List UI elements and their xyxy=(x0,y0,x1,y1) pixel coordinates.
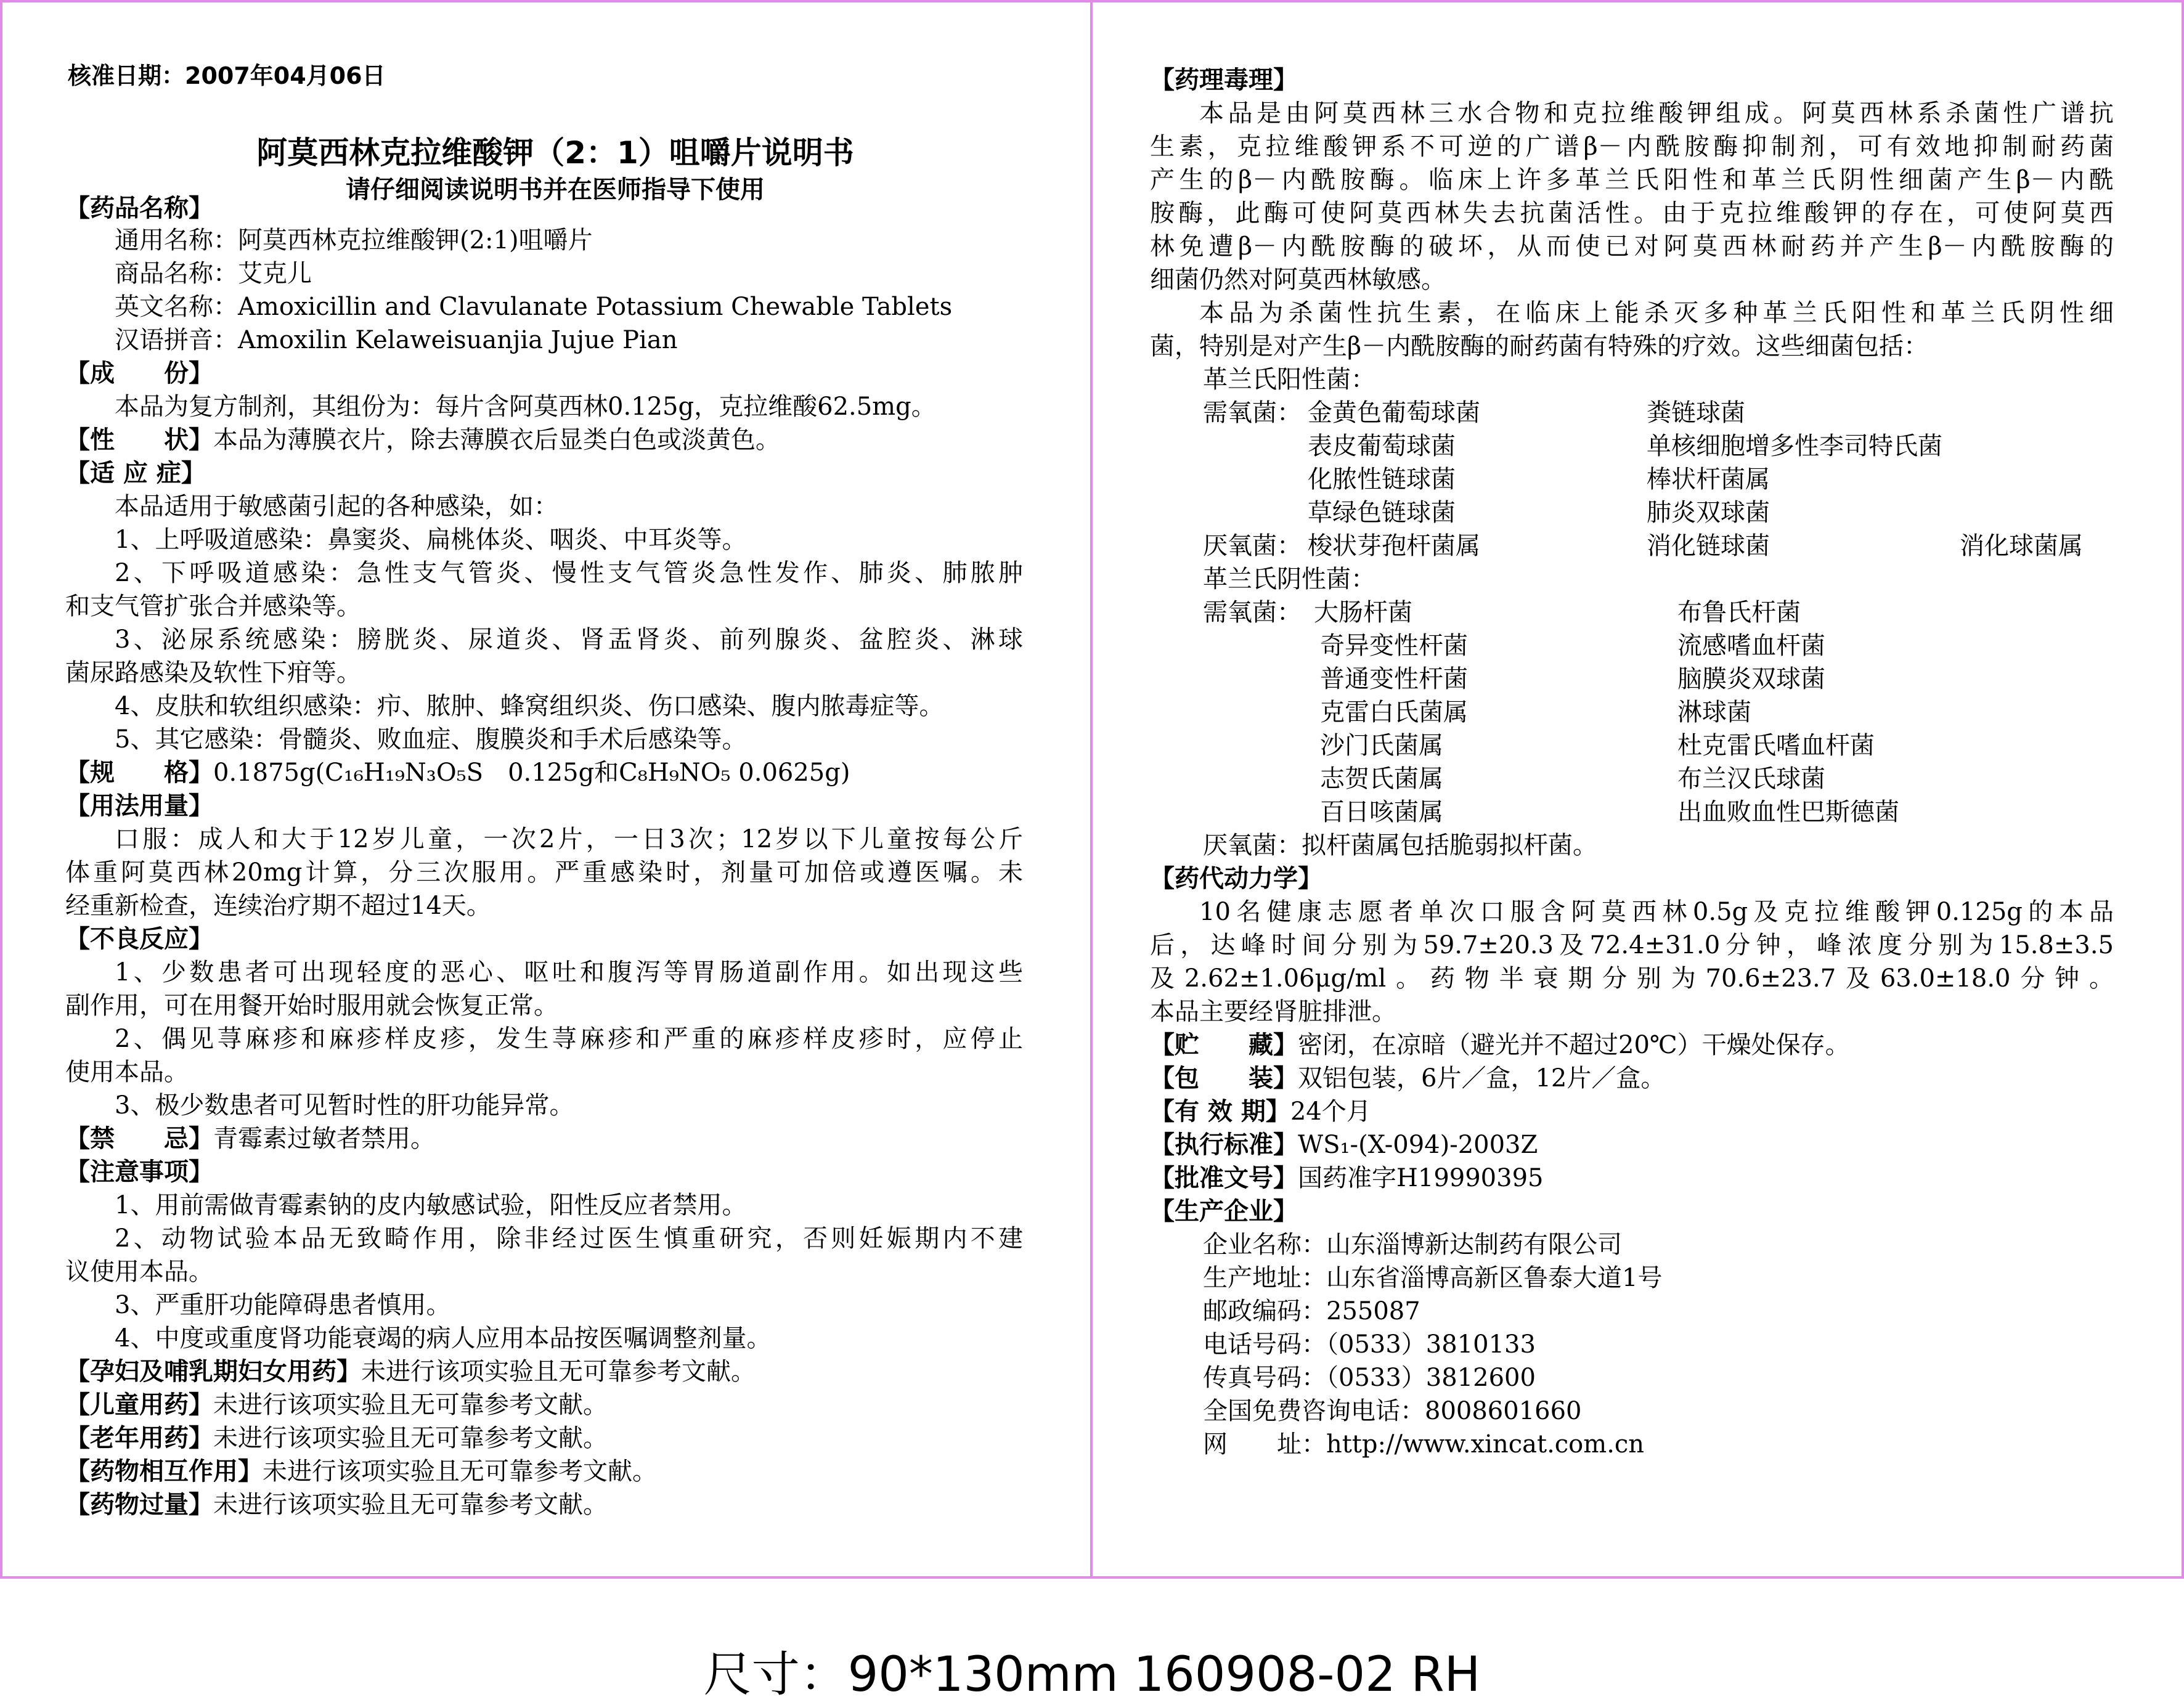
pharmacokinetics-text: 10名健康志愿者单次口服含阿莫西林0.5g及克拉维酸钾0.125g的本品 xyxy=(1199,898,2114,926)
section-header-pharmacology: 【药理毒理】 xyxy=(1150,66,1298,94)
manufacturer-address: 生产地址：山东省淄博高新区鲁泰大道1号 xyxy=(1203,1264,1663,1292)
section-header-standard: 【执行标准】 xyxy=(1150,1131,1298,1159)
section-header-pharmacokinetics: 【药代动力学】 xyxy=(1150,865,1322,893)
bacteria-name: 出血败血性巴斯德菌 xyxy=(1677,798,1899,826)
pharmacology-text: 产生的β－内酰胺酶。临床上许多革兰氏阳性和革兰氏阴性细菌产生β－内酰 xyxy=(1150,166,2114,194)
section-header-dosage: 【用法用量】 xyxy=(65,792,213,820)
indication-item: 5、其它感染：骨髓炎、败血症、腹膜炎和手术后感染等。 xyxy=(115,725,747,754)
overdose-line xyxy=(65,1489,608,1521)
bacteria-name: 杜克雷氏嗜血杆菌 xyxy=(1677,731,1875,760)
precaution-item: 2、动物试验本品无致畸作用，除非经过医生慎重研究，否则妊娠期内不建 xyxy=(115,1224,1023,1253)
bacteria-name: 百日咳菌属 xyxy=(1320,798,1443,826)
bacteria-name: 梭状芽孢杆菌属 xyxy=(1308,532,1480,560)
bacteria-name: 流感嗜血杆菌 xyxy=(1677,632,1825,660)
bacteria-name: 粪链球菌 xyxy=(1647,399,1745,427)
indication-item-continued: 和支气管扩张合并感染等。 xyxy=(65,592,361,621)
interaction-line xyxy=(65,1455,657,1487)
specification-line xyxy=(65,757,850,789)
pharmacokinetics-text: 后，达峰时间分别为59.7±20.3及72.4±31.0分钟，峰浓度分别为15.8±3.5 xyxy=(1150,931,2114,959)
pharmacology-text: 本品是由阿莫西林三水合物和克拉维酸钾组成。阿莫西林系杀菌性广谱抗 xyxy=(1199,99,2114,128)
bacteria-name: 普通变性杆菌 xyxy=(1320,665,1468,693)
interaction-text: 未进行该项实验且无可靠参考文献。 xyxy=(263,1457,657,1486)
section-header-specification: 【规 格】 xyxy=(65,759,213,787)
indication-item-continued: 菌尿路感染及软性下疳等。 xyxy=(65,659,361,687)
bacteria-name: 沙门氏菌属 xyxy=(1320,731,1443,760)
section-header-composition: 【成 份】 xyxy=(65,359,213,388)
frame-border-right xyxy=(2182,0,2184,1577)
manufacturer-phone: 电话号码：（0533）3810133 xyxy=(1203,1330,1536,1359)
description-line xyxy=(65,424,780,456)
indications-intro: 本品适用于敏感菌引起的各种感染，如： xyxy=(115,492,558,521)
storage-line xyxy=(1150,1029,1850,1061)
english-name: 英文名称：Amoxicillin and Clavulanate Potassium Chewable Tablets xyxy=(115,293,953,321)
bacteria-name: 志贺氏菌属 xyxy=(1320,765,1443,793)
manufacturer-hotline: 全国免费咨询电话：8008601660 xyxy=(1203,1397,1582,1425)
bacteria-name: 棒状杆菌属 xyxy=(1647,465,1770,494)
section-header-precautions: 【注意事项】 xyxy=(65,1158,213,1186)
composition-text: 本品为复方制剂，其组份为：每片含阿莫西林0.125g，克拉维酸62.5mg。 xyxy=(115,393,936,421)
bacteria-name: 草绿色链球菌 xyxy=(1308,498,1456,527)
bacteria-name: 脑膜炎双球菌 xyxy=(1677,665,1825,693)
document-title: 阿莫西林克拉维酸钾（2：1）咀嚼片说明书 xyxy=(256,135,854,171)
indication-item: 2、下呼吸道感染：急性支气管炎、慢性支气管炎急性发作、肺炎、肺脓肿 xyxy=(115,559,1023,587)
bacteria-name: 消化链球菌 xyxy=(1647,532,1770,560)
package-line xyxy=(1150,1062,1665,1094)
gram-positive-anaerobic-label: 厌氧菌： xyxy=(1203,532,1302,560)
bacteria-name: 金黄色葡萄球菌 xyxy=(1308,399,1480,427)
gram-positive-heading: 革兰氏阳性菌： xyxy=(1203,365,1375,394)
pregnancy-line xyxy=(65,1356,756,1388)
adverse-reaction-item: 2、偶见荨麻疹和麻疹样皮疹，发生荨麻疹和严重的麻疹样皮疹时，应停止 xyxy=(115,1025,1023,1053)
bacteria-name: 表皮葡萄球菌 xyxy=(1308,432,1456,460)
bacteria-name: 化脓性链球菌 xyxy=(1308,465,1456,494)
precaution-item-continued: 议使用本品。 xyxy=(65,1258,213,1286)
elderly-line xyxy=(65,1422,608,1454)
section-header-manufacturer: 【生产企业】 xyxy=(1150,1197,1298,1226)
manufacturer-company: 企业名称：山东淄博新达制药有限公司 xyxy=(1203,1231,1622,1259)
center-fold-line xyxy=(1090,0,1093,1577)
contraindications-text: 青霉素过敏者禁用。 xyxy=(213,1125,435,1153)
section-header-overdose: 【药物过量】 xyxy=(65,1491,213,1519)
pharmacokinetics-text: 本品主要经肾脏排泄。 xyxy=(1150,998,1396,1026)
specification-text: 0.1875g(C₁₆H₁₉N₃O₅S 0.125g和C₈H₉NO₅ 0.0625g) xyxy=(213,759,850,787)
approval-number-text: 国药准字H19990395 xyxy=(1298,1164,1544,1192)
elderly-text: 未进行该项实验且无可靠参考文献。 xyxy=(213,1424,608,1452)
section-header-pregnancy: 【孕妇及哺乳期妇女用药】 xyxy=(65,1357,361,1386)
validity-text: 24个月 xyxy=(1290,1097,1371,1126)
pharmacology-text: 细菌仍然对阿莫西林敏感。 xyxy=(1150,266,1446,294)
bacteria-name: 消化球菌属 xyxy=(1960,532,2083,560)
indication-item: 4、皮肤和软组织感染：疖、脓肿、蜂窝组织炎、伤口感染、腹内脓毒症等。 xyxy=(115,692,944,720)
description-text: 本品为薄膜衣片，除去薄膜衣后显类白色或淡黄色。 xyxy=(213,426,780,454)
contraindications-line xyxy=(65,1123,435,1155)
bacteria-name: 布兰汉氏球菌 xyxy=(1677,765,1825,793)
section-header-storage: 【贮 藏】 xyxy=(1150,1031,1298,1059)
adverse-reaction-item-continued: 使用本品。 xyxy=(65,1058,189,1086)
precaution-item: 3、严重肝功能障碍患者慎用。 xyxy=(115,1291,451,1319)
dosage-text: 口服：成人和大于12岁儿童，一次2片，一日3次；12岁以下儿童按每公斤 xyxy=(115,825,1023,853)
print-size-note: 尺寸：90*130mm 160908-02 RH xyxy=(703,1647,1481,1703)
section-header-adverse-reactions: 【不良反应】 xyxy=(65,925,213,953)
precaution-item: 4、中度或重度肾功能衰竭的病人应用本品按医嘱调整剂量。 xyxy=(115,1324,772,1353)
gram-negative-anaerobic: 厌氧菌：拟杆菌属包括脆弱拟杆菌。 xyxy=(1203,831,1597,860)
pharmacology-text: 生素，克拉维酸钾系不可逆的广谱β－内酰胺酶抑制剂，可有效地抑制耐药菌 xyxy=(1150,132,2114,161)
pregnancy-text: 未进行该项实验且无可靠参考文献。 xyxy=(361,1357,756,1386)
pharmacology-text: 林免遭β－内酰胺酶的破坏，从而使已对阿莫西林耐药并产生β－内酰胺酶的 xyxy=(1150,232,2114,261)
storage-text: 密闭，在凉暗（避光并不超过20℃）干燥处保存。 xyxy=(1298,1031,1850,1059)
bacteria-name: 奇异变性杆菌 xyxy=(1320,632,1468,660)
adverse-reaction-item: 3、极少数患者可见暂时性的肝功能异常。 xyxy=(115,1091,574,1120)
section-header-interactions: 【药物相互作用】 xyxy=(65,1457,263,1486)
bacteria-name: 淋球菌 xyxy=(1677,698,1751,726)
pharmacokinetics-text: 及2.62±1.06μg/ml。药物半衰期分别为70.6±23.7及63.0±18.0分钟。 xyxy=(1150,964,2114,993)
dosage-text: 体重阿莫西林20mg计算，分三次服用。严重感染时，剂量可加倍或遵医嘱。未 xyxy=(65,858,1023,887)
indication-item: 3、泌尿系统感染：膀胱炎、尿道炎、肾盂肾炎、前列腺炎、盆腔炎、淋球 xyxy=(115,625,1023,654)
bacteria-name: 布鲁氏杆菌 xyxy=(1677,598,1801,627)
manufacturer-postcode: 邮政编码：255087 xyxy=(1203,1297,1420,1325)
section-header-children: 【儿童用药】 xyxy=(65,1391,213,1419)
bacteria-name: 大肠杆菌 xyxy=(1314,598,1412,627)
package-text: 双铝包装，6片／盒，12片／盒。 xyxy=(1298,1064,1666,1093)
manufacturer-website: 网 址：http://www.xincat.com.cn xyxy=(1203,1430,1645,1459)
indication-item: 1、上呼吸道感染：鼻窦炎、扁桃体炎、咽炎、中耳炎等。 xyxy=(115,526,747,554)
approval-date: 核准日期：2007年04月06日 xyxy=(68,62,386,89)
trade-name: 商品名称：艾克儿 xyxy=(115,259,312,288)
gram-negative-aerobic-label: 需氧菌： xyxy=(1203,598,1302,627)
children-text: 未进行该项实验且无可靠参考文献。 xyxy=(213,1391,608,1419)
pharmacology-text: 胺酶，此酶可使阿莫西林失去抗菌活性。由于克拉维酸钾的存在，可使阿莫西 xyxy=(1150,199,2114,227)
section-header-indications: 【适 应 症】 xyxy=(65,459,206,487)
pharmacology-text: 菌，特别是对产生β－内酰胺酶的耐药菌有特殊的疗效。这些细菌包括： xyxy=(1150,332,1929,360)
approval-number-line xyxy=(1150,1162,1543,1194)
dosage-text: 经重新检查，连续治疗期不超过14天。 xyxy=(65,892,491,920)
precaution-item: 1、用前需做青霉素钠的皮内敏感试验，阳性反应者禁用。 xyxy=(115,1191,747,1219)
bacteria-name: 肺炎双球菌 xyxy=(1647,498,1770,527)
pharmacology-text: 本品为杀菌性抗生素，在临床上能杀灭多种革兰氏阳性和革兰氏阴性细 xyxy=(1199,299,2114,327)
standard-text: WS₁-(X-094)-2003Z xyxy=(1298,1131,1538,1159)
overdose-text: 未进行该项实验且无可靠参考文献。 xyxy=(213,1491,608,1519)
bacteria-name: 克雷白氏菌属 xyxy=(1320,698,1468,726)
section-header-package: 【包 装】 xyxy=(1150,1064,1298,1093)
adverse-reaction-item: 1、少数患者可出现轻度的恶心、呕吐和腹泻等胃肠道副作用。如出现这些 xyxy=(115,958,1023,987)
document-subtitle: 请仔细阅读说明书并在医师指导下使用 xyxy=(346,176,765,204)
bacteria-name: 单核细胞增多性李司特氏菌 xyxy=(1647,432,1942,460)
frame-border-left xyxy=(0,0,2,1577)
pinyin-name: 汉语拼音：Amoxilin Kelaweisuanjia Jujue Pian xyxy=(115,326,678,354)
children-line xyxy=(65,1389,608,1421)
manufacturer-fax: 传真号码：（0533）3812600 xyxy=(1203,1364,1536,1392)
section-header-approval-number: 【批准文号】 xyxy=(1150,1164,1298,1192)
section-header-validity: 【有 效 期】 xyxy=(1150,1097,1290,1126)
section-header-elderly: 【老年用药】 xyxy=(65,1424,213,1452)
section-header-description: 【性 状】 xyxy=(65,426,213,454)
gram-negative-heading: 革兰氏阴性菌： xyxy=(1203,565,1375,593)
section-header-contraindications: 【禁 忌】 xyxy=(65,1125,213,1153)
validity-line xyxy=(1150,1096,1371,1128)
standard-line xyxy=(1150,1129,1538,1161)
section-header-drug-name: 【药品名称】 xyxy=(65,194,213,222)
generic-name: 通用名称：阿莫西林克拉维酸钾(2:1)咀嚼片 xyxy=(115,226,593,254)
gram-positive-aerobic-label: 需氧菌： xyxy=(1203,399,1302,427)
adverse-reaction-item-continued: 副作用，可在用餐开始时服用就会恢复正常。 xyxy=(65,991,558,1020)
